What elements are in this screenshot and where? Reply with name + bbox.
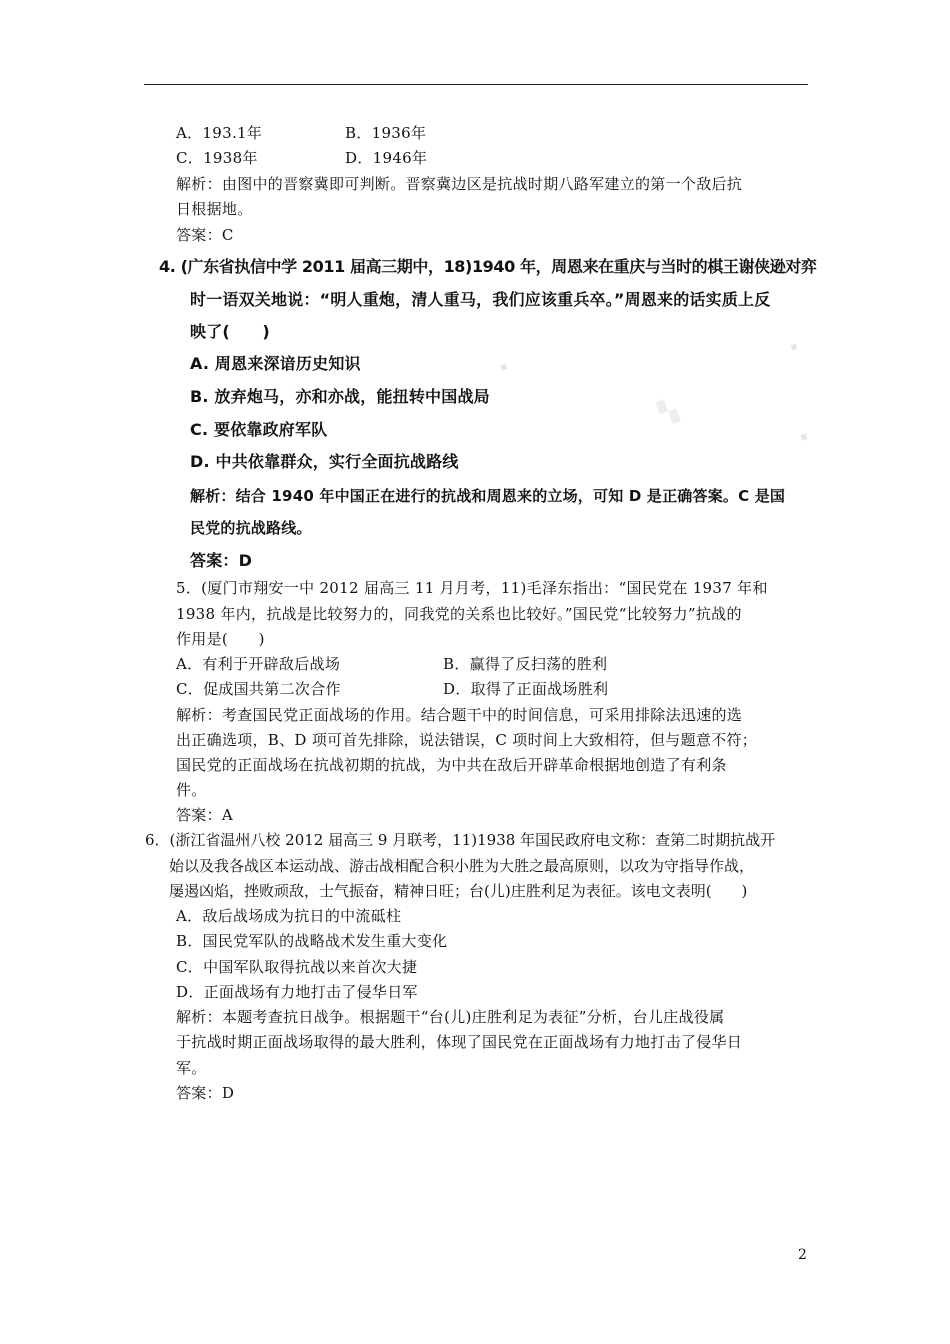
q4-stem-line: 映了( ) <box>190 322 270 341</box>
q6-option-b: B．国民党军队的战略战术发生重大变化 <box>176 932 448 950</box>
q5-option-a: A．有利于开辟敌后战场 <box>176 655 341 673</box>
q5-stem-line: 1938 年内，抗战是比较努力的，同我党的关系也比较好。”国民党“比较努力”抗战的 <box>176 605 742 623</box>
q3-option-b: B．1936年 <box>345 124 427 142</box>
header-rule <box>144 84 808 85</box>
q4-stem-line: 4. (广东省执信中学 2011 届高三期中，18)1940 年，周恩来在重庆与当时的棋王谢侠逊对弈 <box>159 257 817 276</box>
q5-option-c: C．促成国共第二次合作 <box>176 680 341 698</box>
q5-answer: 答案：A <box>176 806 234 824</box>
q6-analysis-line: 于抗战时期正面战场取得的最大胜利，体现了国民党在正面战场有力地打击了侵华日 <box>176 1033 743 1051</box>
q6-option-c: C．中国军队取得抗战以来首次大捷 <box>176 958 418 976</box>
q6-stem-line: 屡遏凶焰，挫败顽敌，士气振奋，精神日旺；台(儿)庄胜利足为表征。该电文表明( ) <box>169 882 748 900</box>
q5-analysis-line: 出正确选项，B、D 项可首先排除，说法错误，C 项时间上大致相符，但与题意不符； <box>176 731 758 749</box>
q6-option-d: D．正面战场有力地打击了侵华日军 <box>176 983 418 1001</box>
q4-option-b: B. 放弃炮马，亦和亦战，能扭转中国战局 <box>190 387 490 406</box>
q4-analysis-line: 解析：结合 1940 年中国正在进行的抗战和周恩来的立场，可知 D 是正确答案。C 是国 <box>190 487 786 505</box>
q5-stem-line: 作用是( ) <box>176 630 265 648</box>
q3-option-a: A．193.1年 <box>176 124 263 142</box>
q5-analysis-line: 解析：考查国民党正面战场的作用。结合题干中的时间信息，可采用排除法迅速的选 <box>176 706 743 724</box>
q3-option-c: C．1938年 <box>176 149 258 167</box>
q3-answer: 答案：C <box>176 226 234 244</box>
q4-answer: 答案：D <box>190 551 253 570</box>
watermark-logo: ▪ <box>798 429 810 444</box>
watermark-logo: ▪ <box>788 339 800 354</box>
q5-analysis-line: 件。 <box>176 781 207 799</box>
watermark-logo: ▚ <box>656 397 681 428</box>
q5-option-b: B．赢得了反扫荡的胜利 <box>443 655 608 673</box>
page-number: 2 <box>798 1247 807 1263</box>
q4-option-d: D. 中共依靠群众，实行全面抗战路线 <box>190 452 459 471</box>
q4-option-a: A. 周恩来深谙历史知识 <box>190 354 361 373</box>
q3-analysis-line: 日根据地。 <box>176 200 253 218</box>
q6-analysis-line: 军。 <box>176 1059 207 1077</box>
q4-analysis-line: 民党的抗战路线。 <box>190 519 312 537</box>
q6-stem-line: 始以及我各战区本运动战、游击战相配合积小胜为大胜之最高原则，以攻为守指导作战， <box>169 857 755 875</box>
q4-option-c: C. 要依靠政府军队 <box>190 420 328 439</box>
q4-stem-line: 时一语双关地说：“明人重炮，清人重马，我们应该重兵卒。”周恩来的话实质上反 <box>190 290 771 309</box>
q6-analysis-line: 解析：本题考查抗日战争。根据题干“台(儿)庄胜利足为表征”分析，台儿庄战役属 <box>176 1008 725 1026</box>
q3-option-d: D．1946年 <box>345 149 428 167</box>
q6-option-a: A．敌后战场成为抗日的中流砥柱 <box>176 907 402 925</box>
watermark-logo: ▪ <box>498 359 510 374</box>
q6-answer: 答案：D <box>176 1084 235 1102</box>
q5-option-d: D．取得了正面战场胜利 <box>443 680 609 698</box>
q5-analysis-line: 国民党的正面战场在抗战初期的抗战，为中共在敌后开辟革命根据地创造了有利条 <box>176 756 727 774</box>
q5-stem-line: 5．(厦门市翔安一中 2012 届高三 11 月月考，11)毛泽东指出：“国民党在 1937 年和 <box>176 579 768 597</box>
q6-stem-line: 6．(浙江省温州八校 2012 届高三 9 月联考，11)1938 年国民政府电文称：查第二时期抗战开 <box>145 831 776 849</box>
q3-analysis-line: 解析：由图中的晋察冀即可判断。晋察冀边区是抗战时期八路军建立的第一个敌后抗 <box>176 175 743 193</box>
